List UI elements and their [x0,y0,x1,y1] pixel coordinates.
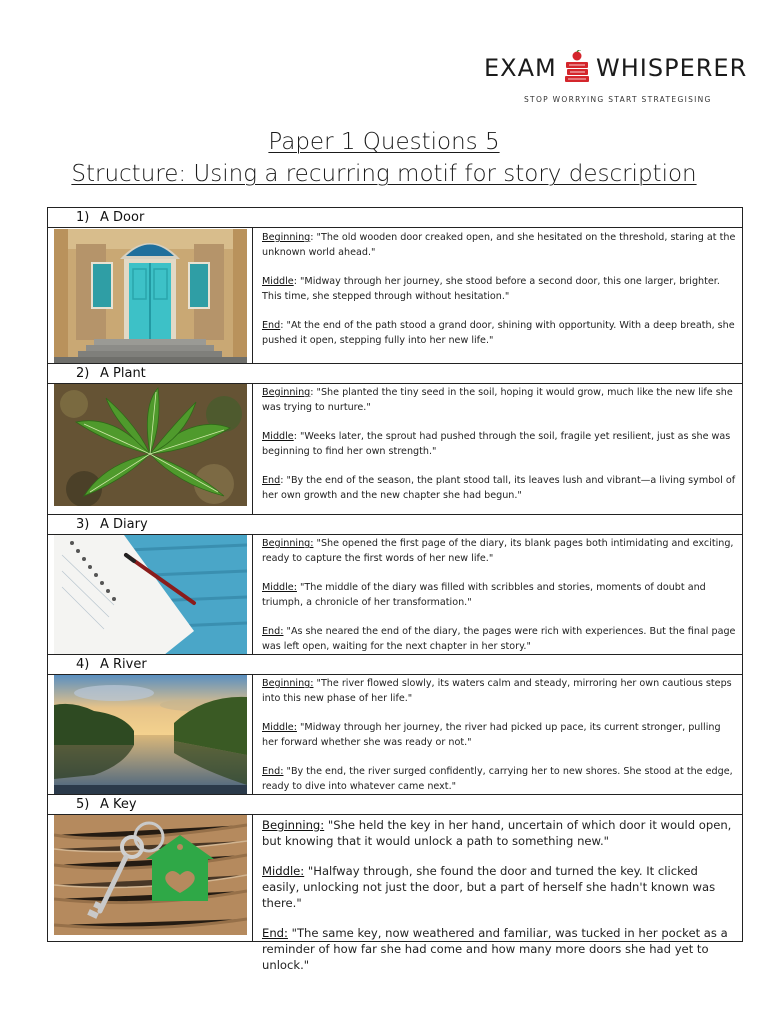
motif-row [48,383,742,514]
middle-text: "Midway through her journey, she stood before a second door, this one larger, brighter. This time, she stepped through without hesitation." [262,276,720,302]
column-divider [252,814,253,942]
beginning-label: Beginning [262,232,311,243]
motif-text [262,231,736,363]
middle-text: "Midway through her journey, the river had picked up pace, its current stronger, pulling her forward whether she was ready or not." [262,722,721,748]
column-divider [252,674,253,795]
motif-table [47,207,743,972]
label-separator: : [310,387,317,398]
brand-tagline: STOP WORRYING START STRATEGISING [524,95,712,104]
end-label: End: [262,626,284,637]
end-label: End [262,475,281,486]
motif-name: A River [100,657,147,672]
motif-number: 5) [76,797,90,812]
beginning-text: "The old wooden door creaked open, and she hesitated on the threshold, staring at the unknown world ahead." [262,232,736,258]
motif-number: 1) [76,210,90,225]
label-separator: : [280,475,287,486]
middle-label: Middle: [262,722,297,733]
key-photo [54,815,247,935]
motif-name: A Key [100,797,137,812]
middle-label: Middle [262,431,294,442]
brand-left-word: EXAM [484,54,557,82]
river-photo [54,675,247,795]
motif-row [48,814,742,972]
motif-row [48,228,742,363]
middle-text: "Weeks later, the sprout had pushed through the soil, fragile yet resilient, just as she was beginning to find her own strength." [262,431,731,457]
middle-label: Middle: [262,582,297,593]
beginning-text: "The river flowed slowly, its waters calm and steady, mirroring her own cautious steps into this new phase of her life." [262,678,732,704]
beginning-label: Beginning: [262,818,325,832]
plant-photo [54,384,247,506]
middle-label: Middle: [262,864,305,878]
brand-right-word: WHISPERER [596,54,748,82]
column-divider [252,383,253,514]
motif-row [48,534,742,655]
beginning-label: Beginning [262,387,311,398]
beginning-text: "She opened the first page of the diary, its blank pages both intimidating and exciting, ready to capture the first words of her new life." [262,538,734,564]
label-separator: : [280,320,287,331]
motif-text [262,677,736,809]
motif-name: A Diary [100,517,148,532]
middle-label: Middle [262,276,294,287]
motif-number: 4) [76,657,90,672]
end-text: "The same key, now weathered and familiar, was tucked in her pocket as a reminder of how far she had come and how many more doors she had yet to unlock." [262,926,728,972]
diary-photo [54,535,247,655]
end-text: "By the end, the river surged confidently, carrying her to new shores. She stood at the edge, ready to dive into whatever came next." [262,766,733,792]
column-divider [252,534,253,655]
motif-row [48,674,742,795]
motif-header [48,654,742,675]
middle-text: "The middle of the diary was filled with scribbles and stories, moments of doubt and triumph, a chronicle of her transformation." [262,582,706,608]
label-separator: : [310,232,317,243]
motif-header [48,794,742,815]
motif-header [48,514,742,535]
end-label: End: [262,766,284,777]
end-label: End [262,320,281,331]
end-label: End: [262,926,288,940]
end-text: "At the end of the path stood a grand door, shining with opportunity. With a deep breath, she pushed it open, stepping fully into her new life." [262,320,735,346]
apple-books-icon [560,50,594,86]
motif-header [48,363,742,384]
motif-name: A Door [100,210,145,225]
motif-text [262,537,736,669]
label-separator: : [293,276,300,287]
beginning-label: Beginning: [262,678,314,689]
middle-text: "Halfway through, she found the door and turned the key. It clicked easily, unlocking not just the door, but a part of herself she hadn't known was there." [262,864,716,910]
end-text: "As she neared the end of the diary, the pages were rich with experiences. But the final page was left open, waiting for the next chapter in her story." [262,626,736,652]
brand-logo [484,50,748,110]
door-photo [54,229,247,363]
page-subtitle: Structure: Using a recurring motif for story description [71,161,697,187]
column-divider [252,228,253,363]
page-title: Paper 1 Questions 5 [268,129,500,155]
beginning-label: Beginning: [262,538,314,549]
label-separator: : [293,431,300,442]
motif-text [262,817,736,987]
motif-text [262,386,736,518]
beginning-text: "She held the key in her hand, uncertain of which door it would open, but knowing that it would unlock a path to something new." [262,818,732,848]
end-text: "By the end of the season, the plant stood tall, its leaves lush and vibrant—a living symbol of her own growth and the new chapter she had begun." [262,475,736,501]
motif-header [48,208,742,228]
motif-number: 2) [76,366,90,381]
motif-number: 3) [76,517,90,532]
motif-name: A Plant [100,366,146,381]
beginning-text: "She planted the tiny seed in the soil, hoping it would grow, much like the new life she was trying to nurture." [262,387,733,413]
